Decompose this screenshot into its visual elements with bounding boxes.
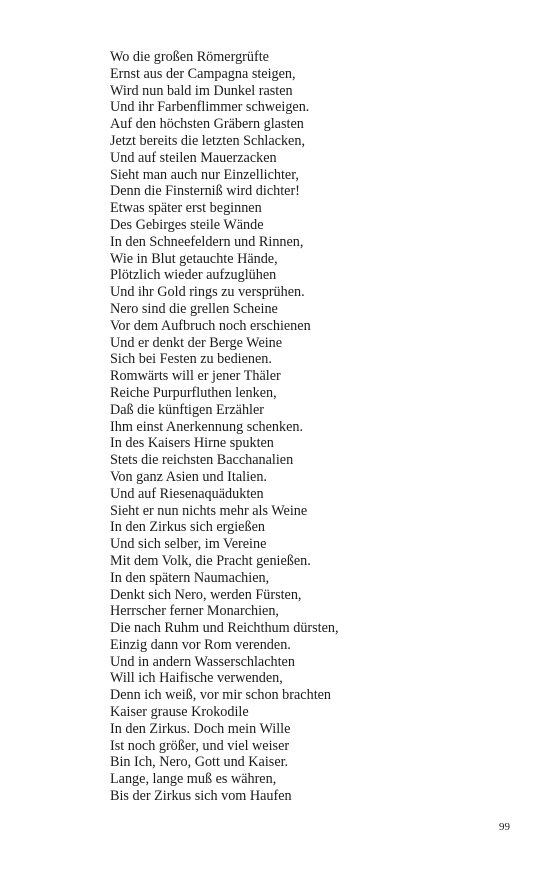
poem-line: Einzig dann vor Rom verenden. — [110, 636, 291, 653]
poem-line: Mit dem Volk, die Pracht genießen. — [110, 552, 311, 569]
poem-line: Und in andern Wasserschlachten — [110, 653, 295, 670]
poem-line: Und auf Riesenaquädukten — [110, 485, 264, 502]
poem-line: Bis der Zirkus sich vom Haufen — [110, 788, 292, 805]
poem-line: Wird nun bald im Dunkel rasten — [110, 82, 293, 99]
poem-line: In den Schneefeldern und Rinnen, — [110, 233, 304, 250]
poem-line: Von ganz Asien und Italien. — [110, 468, 267, 485]
poem-line: Und ihr Farbenflimmer schweigen. — [110, 99, 310, 116]
poem-line: Die nach Ruhm und Reichthum dürsten, — [110, 620, 339, 637]
poem-line: Reiche Purpurfluthen lenken, — [110, 384, 277, 401]
poem-line: Und sich selber, im Vereine — [110, 536, 267, 553]
poem-line: Kaiser grause Krokodile — [110, 704, 249, 721]
poem-line: Sieht man auch nur Einzellichter, — [110, 166, 299, 183]
poem-line: Denkt sich Nero, werden Fürsten, — [110, 586, 302, 603]
poem-line: Des Gebirges steile Wände — [110, 216, 264, 233]
poem-line: Romwärts will er jener Thäler — [110, 368, 281, 385]
poem-line: Lange, lange muß es währen, — [110, 771, 277, 788]
poem-line: Ernst aus der Campagna steigen, — [110, 65, 296, 82]
poem-line: Bin Ich, Nero, Gott und Kaiser. — [110, 754, 289, 771]
poem-line: In den Zirkus sich ergießen — [110, 519, 265, 536]
poem-text — [110, 49, 339, 805]
poem-line: Denn die Finsterniß wird dichter! — [110, 183, 300, 200]
poem-line: Sieht er nun nichts mehr als Weine — [110, 502, 308, 519]
poem-line: Daß die künftigen Erzähler — [110, 401, 265, 418]
poem-line: Sich bei Festen zu bedienen. — [110, 351, 272, 368]
poem-line: Etwas später erst beginnen — [110, 200, 262, 217]
poem-line: Wie in Blut getauchte Hände, — [110, 250, 278, 267]
poem-line: Ist noch größer, und viel weiser — [110, 737, 290, 754]
poem-line: Herrscher ferner Monarchien, — [110, 603, 279, 620]
poem-line: Vor dem Aufbruch noch erschienen — [110, 317, 311, 334]
poem-line: Auf den höchsten Gräbern glasten — [110, 116, 304, 133]
poem-line: Wo die großen Römergrüfte — [110, 49, 269, 65]
poem-line: Und auf steilen Mauerzacken — [110, 149, 277, 166]
poem-line: Und er denkt der Berge Weine — [110, 334, 283, 351]
poem-line: Und ihr Gold rings zu versprühen. — [110, 284, 305, 301]
poem-line: Nero sind die grellen Scheine — [110, 300, 278, 317]
poem-line: Ihm einst Anerkennung schenken. — [110, 418, 304, 435]
poem-line: In den spätern Naumachien, — [110, 569, 270, 586]
page-number: 99 — [499, 821, 510, 833]
poem-line: Denn ich weiß, vor mir schon brachten — [110, 687, 332, 704]
poem-line: In des Kaisers Hirne spukten — [110, 435, 274, 452]
poem-line: Plötzlich wieder aufzuglühen — [110, 267, 277, 284]
poem-line: Stets die reichsten Bacchanalien — [110, 452, 294, 469]
poem-line: In den Zirkus. Doch mein Wille — [110, 720, 291, 737]
poem-line: Jetzt bereits die letzten Schlacken, — [110, 132, 305, 149]
poem-line: Will ich Haifische verwenden, — [110, 670, 283, 687]
